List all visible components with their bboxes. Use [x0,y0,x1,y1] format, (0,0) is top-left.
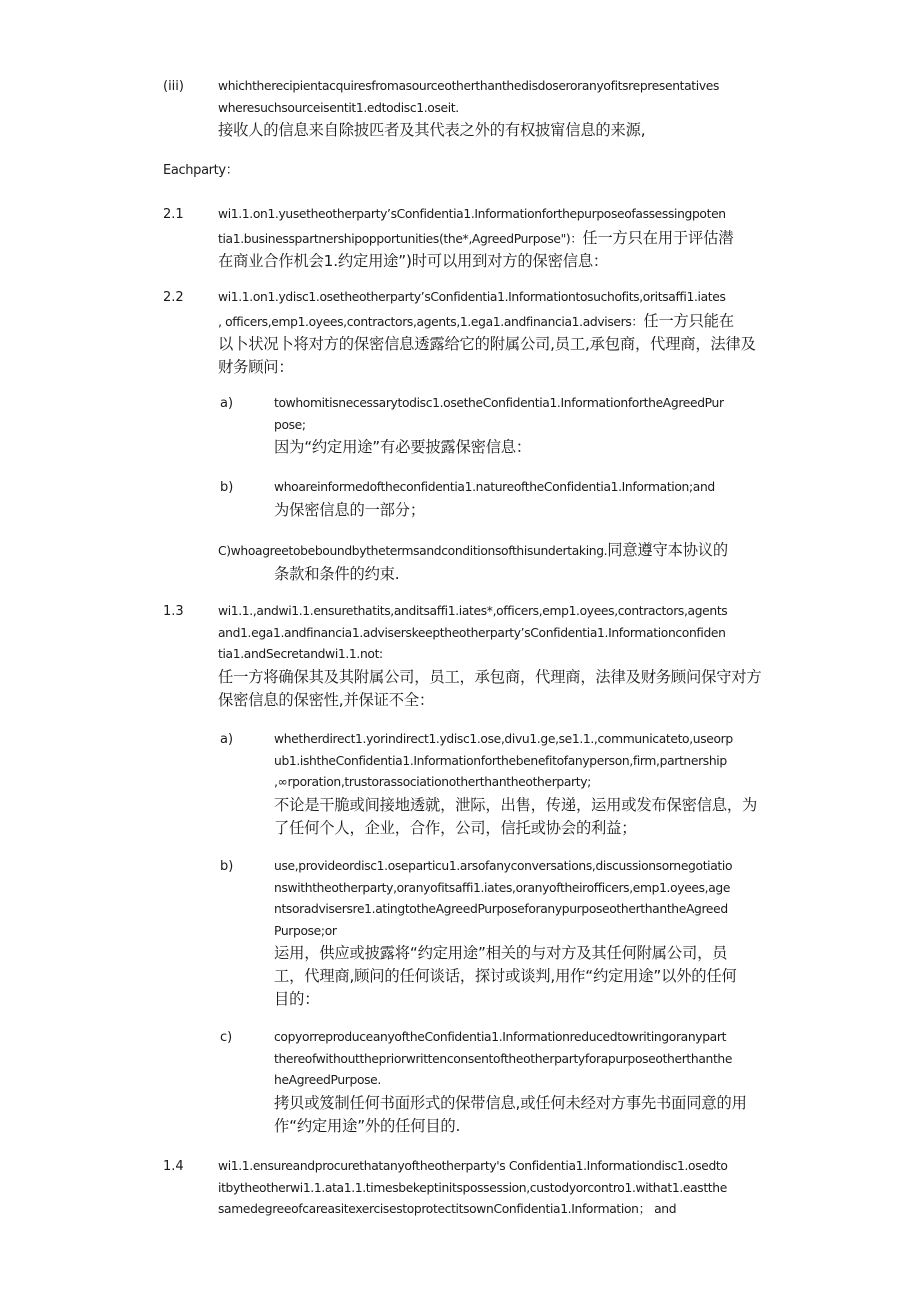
clause-text-en: wi1.1.on1.ydisc1.osetheotherparty’sConfidentia1.Informationtosuchofits,oritsaffi1.iates [218,290,726,304]
clause-text-en: and1.ega1.andfinancia1.adviserskeeptheotherparty’sConfidentia1.Informationconfiden [218,625,726,640]
clause-text-en: Purpose;or [274,923,337,938]
clause-text-en: wheresuchsourceisentit1.edtodisc1.oseit. [218,100,459,115]
each-party-heading: Eachparty： [163,163,239,178]
clause-iii [218,76,719,142]
clause-1-4 [218,1156,728,1221]
clause-text-en: heAgreedPurpose. [274,1073,381,1087]
clause-text-zh: 保密信息的保密性,并保证不全： [218,690,435,709]
clause-text-zh: 任一方只能在 [643,311,734,330]
clause-text-zh: 工，代理商,顾问的任何谈话，探讨或谈判,用作“约定用途”以外的任何 [274,967,737,985]
clause-text-zh: 任一方只在用于评估潜 [582,228,734,247]
clause-text-en: use,provideordisc1.oseparticu1.arsofanyconversations,discussionsornegotiatio [274,859,733,873]
clause-number: 2.1 [163,207,184,222]
clause-text-en: itbytheotherwi1.1.ata1.1.timesbekeptinitspossession,custodyorcontro1.withat1.eastthe [218,1180,727,1195]
clause-text-zh: 了任何个人，企业，合作，公司，信托或协会的利益； [274,818,637,837]
clause-number: (iii) [163,79,184,94]
clause-1-3-c [274,1027,747,1138]
clause-2-2-c [218,538,728,586]
clause-number: b) [220,859,234,874]
clause-1-3 [218,601,762,712]
clause-text-en: nswiththeotherparty,oranyofitsaffi1.iates,oranyoftheirofficers,emp1.oyees,age [274,880,731,895]
clause-text-zh: 为保密信息的一部分； [274,500,425,519]
clause-2-2-a [274,393,724,459]
clause-number: c) [220,1030,233,1045]
clause-text-en: ‚ officers,emp1.oyees,contractors,agents,1.ega1.andfinancia1.advisers： [218,314,644,329]
clause-text-zh: 财务顾问： [218,358,294,376]
clause-text-zh: 同意遵守本协议的 [607,541,728,559]
clause-text-en: samedegreeofcareasitexercisestoprotectitsownConfidentia1.Information； and [218,1202,677,1216]
clause-text-zh: 作“约定用途”外的任何目的. [274,1116,461,1135]
clause-text-en: wi1.1.ensureandprocurethatanyoftheotherparty's Confidentia1.Informationdisc1.osedto [218,1159,728,1173]
clause-text-en: tia1.andSecretandwi1.1.not: [218,647,383,661]
clause-number: 2.2 [163,290,184,305]
clause-text-en: pose; [274,417,306,432]
clause-2-1 [218,204,733,273]
clause-text-en: ‚∞rporation‚trustorassociationotherthantheotherparty; [274,775,591,789]
clause-text-zh: 运用，供应或披露将“约定用途”相关的与对方及其任何附属公司，员 [274,944,728,962]
clause-number: a) [220,732,234,747]
clause-text-en: whichtherecipientacquiresfromasourceotherthanthedisdoseroranyofitsrepresentatives [218,79,720,93]
clause-2-2 [218,287,756,379]
clause-text-en: copyorreproduceanyoftheConfidentia1.Informationreducedtowritingoranypart [274,1030,727,1044]
clause-text-en: tia1.businesspartnershipopportunities(the*‚AgreedPurpose")： [218,231,583,246]
clause-2-2-b [274,477,715,522]
clause-text-en: wi1.1.on1.yusetheotherparty’sConfidentia1.Informationforthepurposeofassessingpoten [218,207,726,221]
clause-text-zh: 不论是干脆或间接地透就，泄际，出售，传递，运用或发布保密信息，为 [274,795,758,814]
clause-text-zh: 条款和条件的约束. [274,564,400,583]
clause-text-en: C)whoagreetobeboundbythetermsandconditionsofthisundertaking. [218,544,608,558]
clause-text-zh: 接收人的信息来自除披匹者及其代表之外的有权披甯信息的来源, [218,121,646,139]
clause-text-en: thereofwithoutthepriorwrittenconsentoftheotherpartyforapurposeotherthanthe [274,1051,733,1066]
clause-text-zh: 任一方将确保其及其附属公司，员工，承包商，代理商，法律及财务顾问保守对方 [218,667,762,686]
clause-text-zh: 以卜状况卜将对方的保密信息透露给它的附属公司,员工,承包商，代理商，法律及 [218,335,756,353]
clause-text-zh: 在商业合作机会1.约定用途”)时可以用到对方的保密信息： [218,252,609,270]
clause-text-zh: 因为“约定用途”有必要披露保密信息： [274,438,532,456]
clause-text-en: whetherdirect1.yorindirect1.ydisc1.ose‚divu1.ge‚se1.1.,communicateto,useorp [274,732,733,746]
clause-text-en: wi1.1.,andwi1.1.ensurethatits,anditsaffi1.iates*,officers,emp1.oyees,contractors,agents [218,604,728,618]
clause-1-3-b [274,856,737,1011]
clause-text-zh: 目的： [274,990,320,1008]
clause-text-en: ntsoradvisersre1.atingtotheAgreedPurposeforanypurposeotherthantheAgreed [274,902,728,916]
clause-text-en: whoareinformedoftheconfidentia1.natureoftheConfidentia1.Information;and [274,480,715,494]
clause-number: 1.4 [163,1159,184,1174]
clause-text-en: ub1.ishtheConfidentia1.Informationforthebenefitofanyperson,firm,partnership [274,753,727,768]
clause-number: a) [220,396,234,411]
clause-1-3-a [274,729,757,840]
clause-number: 1.3 [163,604,184,619]
clause-text-zh: 拷贝或笈制任何书面形式的保带信息,或任何未经对方事先书面同意的用 [274,1093,747,1112]
clause-text-en: towhomitisnecessarytodisc1.osetheConfidentia1.InformationfortheAgreedPur [274,396,724,410]
clause-number: b) [220,480,234,495]
